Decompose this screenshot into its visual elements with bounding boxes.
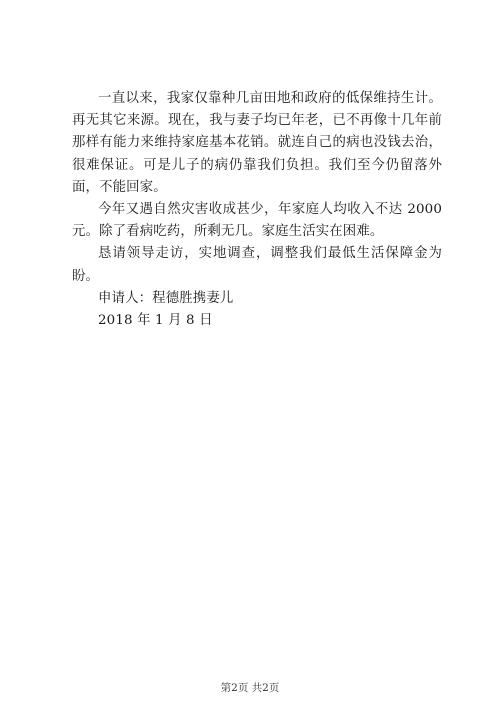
- applicant-line: 申请人：程德胜携妻儿: [98, 290, 234, 306]
- paragraph-living-situation: 一直以来，我家仅靠种几亩田地和政府的低保维持生计。再无其它来源。现在，我与妻子均已年老，已不再像十几年前那样有能力来维持家庭基本花销。就连自己的病也没钱去治，很难保证。可是儿子的病仍靠我们负担。我们至今仍留落外面，不能回家。: [72, 91, 442, 195]
- date-line: 2018 年 1 月 8 日: [98, 313, 213, 329]
- paragraph-income: 今年又遇自然灾害收成甚少，年家庭人均收入不达 2000 元。除了看病吃药，所剩无几。家庭生活实在困难。: [72, 202, 442, 240]
- document-body: [72, 88, 442, 332]
- page-number-footer: 第2页 共2页: [220, 682, 280, 694]
- paragraph-request: 恳请领导走访，实地调查，调整我们最低生活保障金为盼。: [72, 246, 442, 284]
